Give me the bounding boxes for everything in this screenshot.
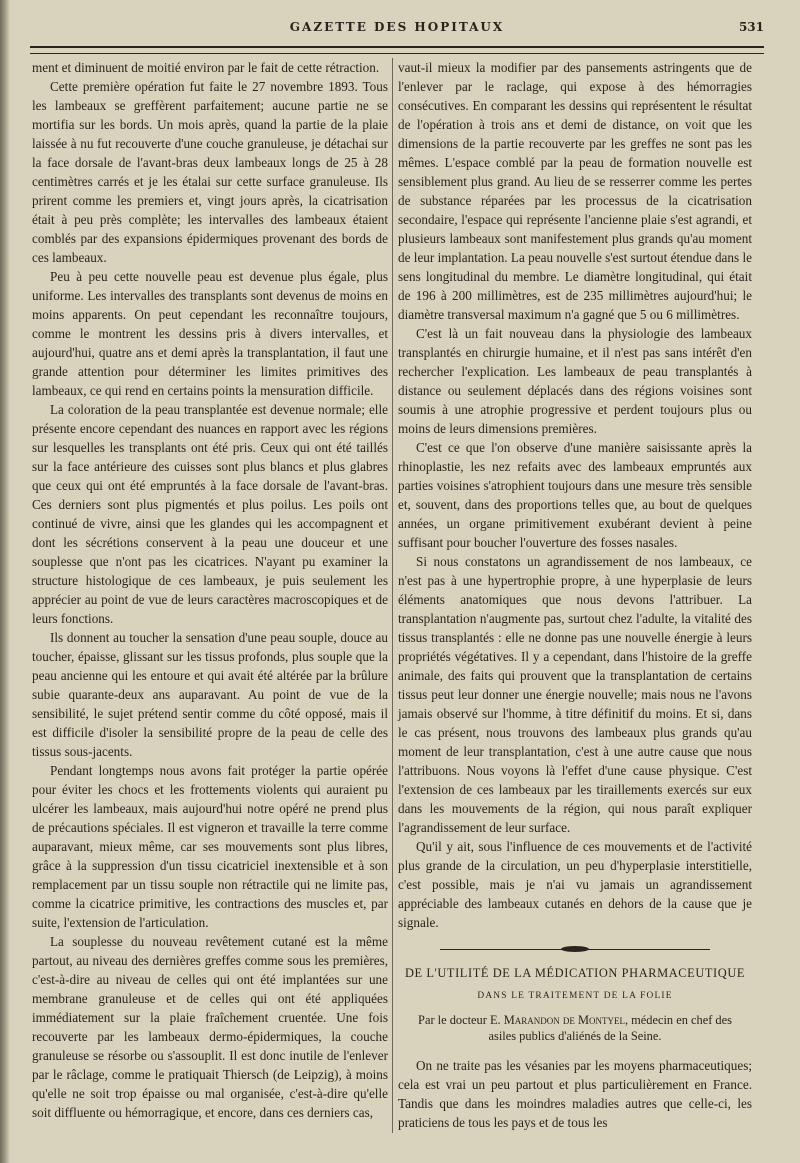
running-title: GAZETTE DES HOPITAUX — [289, 20, 505, 34]
paragraph: Peu à peu cette nouvelle peau est devenue plus égale, plus uniforme. Les intervalles des transplants sont devenus de moins en moins apparents. On peut cependant les reconnaître toujours, comme le montrent les dessins pris à divers intervalles, et aujourd'hui, quatre ans et demi après la transplantation, il faut une grande attention pour déterminer les limites primitives des lambeaux, ce qui rend en certains points la mensuration difficile. — [32, 269, 388, 398]
header-rule — [30, 46, 764, 54]
byline-prefix: Par le docteur E. — [418, 1013, 501, 1027]
paragraph: C'est là un fait nouveau dans la physiologie des lambeaux transplantés en chirurgie humaine, et il n'est pas sans intérêt d'en rechercher l'explication. Les lambeaux de peau transplantés à distance ou seulement déplacés dans des régions voisines sont soumis à une atrophie progressive et perdent toujours plus ou moins de leurs dimensions premières. — [398, 326, 752, 436]
author-name: Marandon de Montyel — [503, 1013, 625, 1027]
paragraph: La coloration de la peau transplantée est devenue normale; elle présente encore cependant des nuances en rapport avec les régions sur lesquelles les transplants ont été pris. Ceux qui ont été taillés sur la face antérieure des cuisses sont plus blancs et plus glabres que ceux qui ont été empruntés à la face dorsale de l'avant-bras. Ces derniers sont plus pigmentés et plus poilus. Les poils ont continué de vivre, ainsi que les glandes qui les accompagnent et dont les sécrétions conservent à la peau une douceur et une souplesse que n'ont pas les cicatrices. N'ayant pu examiner la structure histologique de ces lambeaux, je puis seulement les apprécier au point de vue de leurs caractères macroscopiques et de leurs fonctions. — [32, 402, 388, 626]
byline-suffix: , médecin en chef des asiles publics d'aliénés de la Seine. — [488, 1013, 732, 1043]
paragraph: ment et diminuent de moitié environ par le fait de cette rétraction. — [32, 60, 380, 75]
paragraph: Pendant longtemps nous avons fait protéger la partie opérée pour éviter les chocs et les frottements violents qui auraient pu ulcérer les lambeaux, mais aujourd'hui notre opéré ne prend plus de précautions spéciales. Il est vigneron et travaille la terre comme auparavant, mieux même, car ses mouvements sont plus libres, grâce à la suppression d'un tissu cicatriciel inextensible et à son remplacement par un tissu souple non rétractile qui ne limite pas, comme la cicatrice primitive, les contractions des muscles et, par suite, l'extension de l'articulation. — [32, 763, 388, 930]
right-column — [398, 58, 752, 1132]
left-column — [32, 58, 388, 1122]
paragraph: Qu'il y ait, sous l'influence de ces mouvements et de l'activité plus grande de la circulation, un peu d'hyperplasie interstitielle, c'est possible, mais je n'ai vu jamais un agrandissement appréciable des lambeaux cutanés en dehors de la cause que je signale. — [398, 839, 752, 930]
column-divider — [392, 58, 393, 1133]
article-byline — [398, 1012, 752, 1044]
paragraph: La souplesse du nouveau revêtement cutané est la même partout, au niveau des dernières greffes comme sous les premières, c'est-à-dire au niveau de celles qui ont été implantées sur une membrane granuleuse et de celles qui ont été appliquées immédiatement sur la plaie fraîchement cruentée. Une fois recouverte par les lambeaux dermo-épidermiques, la couche granuleuse se résorbe ou s'assouplit. Il est donc inutile de l'enlever par le râclage, comme le pratiquait Thiersch (de Leipzig), à moins qu'elle ne soit trop épaisse ou mal organisée, c'est-à-dire qu'elle soit diffluente ou hémorragique, et encore, dans ces derniers cas, — [32, 934, 388, 1120]
page-header — [30, 16, 764, 40]
section-separator — [440, 946, 710, 954]
page-binding-shadow — [0, 0, 10, 1163]
paragraph: Si nous constatons un agrandissement de nos lambeaux, ce n'est pas à une hypertrophie propre, à une hyperplasie de leurs éléments anatomiques que nous devons l'attribuer. La transplantation n'augmente pas, surtout chez l'adulte, la vitalité des tissus transplantés : elle ne donne pas une nouvelle énergie à leurs propriétés végétatives. Il y a cependant, dans l'histoire de la greffe animale, des faits qui prouvent que la transplantation de certains tissus peut leur donner une énergie nouvelle; mais nous ne l'avons jamais observé sur l'homme, à titre définitif du moins. Et si, dans le cas présent, nous trouvons des lambeaux plus grands qu'au moment de leur transplantation, c'est à une autre cause que nous l'attribuons. Nous voyons là l'effet d'une cause physique. C'est l'extension de ces lambeaux par les tiraillements exercés sur eux dans les mouvements de la région, qui nous paraît expliquer l'agrandissement de leur surface. — [398, 554, 752, 835]
paragraph: On ne traite pas les vésanies par les moyens pharmaceutiques; cela est vrai un peu partout et plus particulièrement en France. Tandis que dans les moindres maladies autres que celle-ci, les praticiens de tous les pays et de tous les — [398, 1058, 752, 1130]
paragraph: Ils donnent au toucher la sensation d'une peau souple, douce au toucher, épaisse, glissant sur les tissus profonds, plus souple que la peau ancienne qui les entoure et qui avait été altérée par la brûlure subie quarante-deux ans auparavant. Au point de vue de la sensibilité, le sujet prétend sentir comme du côté opposé, mais il est difficile d'isoler la sensibilité propre de la peau de celle des tissus sous-jacents. — [32, 630, 388, 759]
separator-ornament — [561, 946, 589, 952]
paragraph: C'est ce que l'on observe d'une manière saisissante après la rhinoplastie, les nez refaits avec des lambeaux empruntés aux parties voisines s'atrophient toujours dans une mesure très sensible et, souvent, dans des proportions telles que, au bout de quelques années, un organe primitivement exubérant devient à peine suffisant pour boucher l'ouverture des fosses nasales. — [398, 440, 752, 550]
paragraph: vaut-il mieux la modifier par des pansements astringents que de l'enlever par le raclage, qui expose à des hémorragies consécutives. En comparant les dessins qui représentent le résultat de l'opération à trois ans et demi de distance, on voit que les dimensions de la partie recouverte par les greffes ne sont pas les mêmes. L'espace comblé par la peau de formation nouvelle est sensiblement plus grand. Au lieu de se resserrer comme les pertes de substance réparées par les processus de la cicatrisation secondaire, l'espace qui représente l'ancienne plaie s'est agrandi, et plusieurs lambeaux sont manifestement plus grands qu'au moment de leur implantation. La peau nouvelle s'est surtout étendue dans le sens longitudinal du membre. Le diamètre longitudinal, qui était de 196 à 200 millimètres, est de 235 millimètres aujourd'hui; le diamètre transversal maximum n'a gagné que 5 ou 6 millimètres. — [398, 60, 752, 322]
article-title: DE L'UTILITÉ DE LA MÉDICATION PHARMACEUTIQUE — [404, 966, 746, 980]
article-subtitle: DANS LE TRAITEMENT DE LA FOLIE — [477, 991, 673, 1001]
paragraph: Cette première opération fut faite le 27 novembre 1893. Tous les lambeaux se greffèrent parfaitement; aucune partie ne se mortifia sur les bords. Un mois après, quand la partie de la plaie laissée à nu fut recouverte d'une couche granuleuse, je détachai sur la face dorsale de l'avant-bras deux lambeaux longs de 25 à 28 centimètres carrés et je les étalai sur cette surface granuleuse. Ils prirent comme les premiers et, vingt jours après, la cicatrisation était à peu près complète; les intervalles des lambeaux étaient comblés par des expansions épidermiques provenant des bords de ces lambeaux. — [32, 79, 388, 265]
page-number: 531 — [738, 20, 764, 34]
